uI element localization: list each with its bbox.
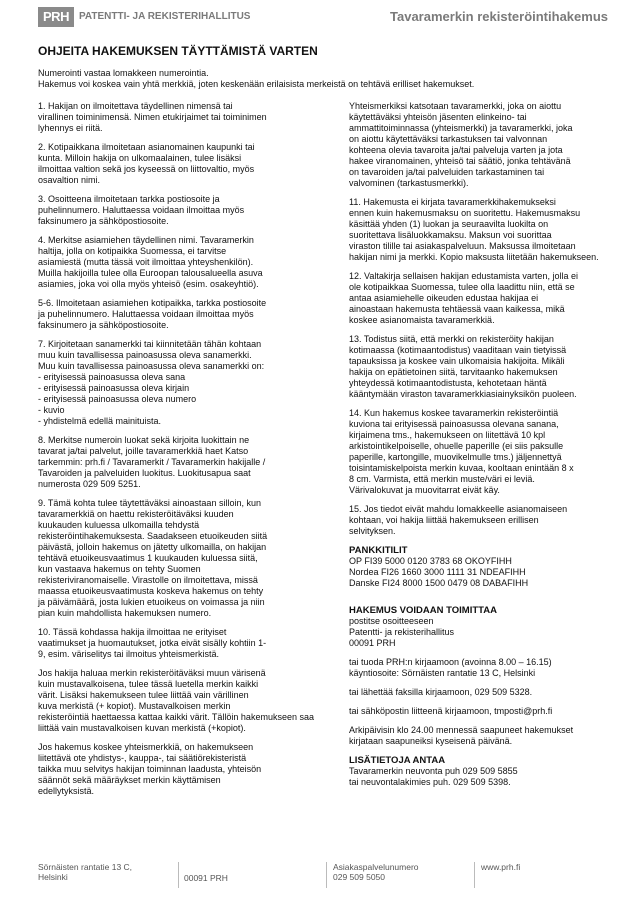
footer-divider: [178, 862, 179, 888]
footer-divider: [474, 862, 475, 888]
page-header: [38, 7, 608, 29]
bank-account-line: Nordea FI26 1660 3000 1111 31 NDEAFIHH: [349, 567, 526, 577]
delivery-title: HAKEMUS VOIDAAN TOIMITTAA: [349, 605, 497, 616]
instruction-13: 13. Todistus siitä, että merkki on rekisteröity hakijan kotimaassa (kotimaantodistus) vaaditaan vain tietyissä tapauksissa ja koskee vain ulkomaisia hakijoita. Mikäli hakija on epätietoinen siitä, tarvitaanko hakemuksen yhteydessä kotimaantodistusta, kehotetaan häntä kääntymään viraston tavaramerkkiasiainyksikön puoleen.: [349, 334, 577, 399]
instruction-12: 12. Valtakirja sellaisen hakijan edustamista varten, jolla ei ole kotipaikkaa Suomessa, tulee olla laadittu niin, että se antaa asiamiehelle oikeuden edustaa hakijaa ei ainoastaan hakemusta tehtäessä vaan kaikessa, mikä koskee asianomaista tavaramerkkiä.: [349, 271, 578, 325]
delivery-visit: tai tuoda PRH:n kirjaamoon (avoinna 8.00 – 16.15) käyntiosoite: Sörnäisten rantatie 13 C, Helsinki: [349, 657, 552, 678]
footer-address: Sörnäisten rantatie 13 C, Helsinki: [38, 862, 133, 882]
footer-service-number: Asiakaspalvelunumero 029 509 5050: [333, 862, 419, 882]
instruction-11: 11. Hakemusta ei kirjata tavaramerkkihakemukseksi ennen kuin hakemusmaksu on suoritettu. Hakemusmaksu käsittää yhden (1) luokan ja seuraavilta luokilta on suoritettava lisäluokkamaksu. Maksun voi suorittaa viraston tilille tai asiakaspalveluun. Maksussa ilmoitetaan hakijan nimi ja merkki. Kopio maksusta liitetään hakemukseen.: [349, 197, 599, 262]
delivery-fax: tai lähettää faksilla kirjaamoon, 029 509 5328.: [349, 687, 533, 697]
prh-logo: PRH: [38, 7, 74, 27]
agency-name: PATENTTI- JA REKISTERIHALLITUS: [79, 11, 251, 22]
document-title: Tavaramerkin rekisteröintihakemus: [390, 9, 608, 24]
delivery-note: Arkipäivisin klo 24.00 mennessä saapuneet hakemukset kirjataan saapuneiksi kyseisenä päivänä.: [349, 725, 574, 746]
page-footer: [38, 862, 608, 892]
instruction-4: 4. Merkitse asiamiehen täydellinen nimi. Tavaramerkin haltija, jolla on kotipaikka Suomessa, ei tarvitse asiamiestä (mutta tässä voit ilmoittaa yhteyshenkilön). Muilla hakijoilla tulee olla Euroopan talousalueella asuva asiamies, joka voi olla myös yhteisö (esim. osakeyhtiö).: [38, 235, 263, 289]
right-column: [349, 101, 617, 788]
intro-text: [38, 68, 608, 90]
footer-postal: 00091 PRH: [184, 873, 228, 883]
info-line: Tavaramerkin neuvonta puh 029 509 5855: [349, 766, 518, 776]
instruction-collective-mark: Jos hakemus koskee yhteismerkkiä, on hakemukseen liitettävä ote yhdistys-, kauppa-, tai säätiörekisteristä taikka muu selvitys hakijan toiminnan laadusta, yhteisön säännöt sekä määräykset merkin käyttämisen edellytyksistä.: [38, 742, 262, 796]
instruction-3: 3. Osoitteena ilmoitetaan tarkka postiosoite ja puhelinnumero. Haluttaessa voidaan ilmoittaa myös faksinumero ja sähköpostiosoite.: [38, 194, 245, 226]
instruction-9: 9. Tämä kohta tulee täytettäväksi ainoastaan silloin, kun tavaramerkkiä on haettu rekisteröitäväksi kuuden kuukauden kuluessa ulkomailla tehdystä rekisteröintihakemuksesta. Saadakseen etuoikeuden siitä päivästä, jolloin hakemus on jätetty ulkomailla, on hakijan tehtävä etuoikeusvaatimus 1 kuukauden kuluessa siitä, kun vastaava hakemus on tehty Suomen rekisteriviranomaiselle. Virastolle on ilmoitettava, missä maassa etuoikeusvaatimusta koskeva hakemus on tehty ja päivämäärä, josta lukien etuoikeus on voimassa ja niin pian kuin mahdollista hakemuksen numero.: [38, 498, 268, 618]
delivery-section: [349, 605, 617, 747]
instruction-colors: Jos hakija haluaa merkin rekisteröitäväksi muun värisenä kuin mustavalkoisena, tulee tässä luetella merkin kaikki värit. Lisäksi hakemukseen tulee liittää vain värillinen kuva merkistä (+ kopiot). Mustavalkoisen merkin rekisteröintiä haettaessa kattaa kaikki värit. Tällöin hakemukseen saa liittää vain mustavalkoisen kuvan merkistä (+kopiot).: [38, 668, 314, 733]
delivery-postal-address: postitse osoitteeseen Patentti- ja rekisterihallitus 00091 PRH: [349, 616, 455, 648]
info-title: LISÄTIETOJA ANTAA: [349, 755, 446, 766]
instruction-5-6: 5-6. Ilmoitetaan asiamiehen kotipaikka, tarkka postiosoite ja puhelinnumero. Haluttaessa voidaan ilmoittaa myös faksinumero ja sähköpostiosoite.: [38, 298, 267, 330]
instruction-15: 15. Jos tiedot eivät mahdu lomakkeelle asianomaiseen kohtaan, voi hakija liittää hakemukseen erillisen selvityksen.: [349, 504, 568, 536]
info-section: [349, 755, 617, 788]
bank-accounts-title: PANKKITILIT: [349, 545, 408, 556]
instruction-14: 14. Kun hakemus koskee tavaramerkin rekisteröintiä kuviona tai erityisessä painoasussa olevana sanana, kirjaimena tms., hakemukseen on liitettävä 10 kpl arkistointikelpoiselle, ohuelle paperille (ei siis paksulle paperille, kartongille, muovikelmulle tms.) jäljennettyä toisintamiskelpoista merkin kuvaa, kooltaan enintään 8 x 8 cm. Varmista, että merkin muste/väri ei leviä. Värivalokuvat ja muovitarrat eivät käy.: [349, 408, 574, 495]
instructions-title: OHJEITA HAKEMUKSEN TÄYTTÄMISTÄ VARTEN: [38, 44, 318, 58]
instruction-7: 7. Kirjoitetaan sanamerkki tai kiinnitetään tähän kohtaan muu kuin tavallisessa painoasussa oleva sanamerkki. Muu kuin tavallisessa painoasussa oleva sanamerkki on: - erityisessä painoasussa oleva sana - erityisessä painoasussa oleva kirjain - erityisessä painoasussa oleva numero - kuvio - yhdistelmä edellä mainituista.: [38, 339, 265, 426]
intro-line: Numerointi vastaa lomakkeen numerointia.: [38, 68, 209, 78]
footer-divider: [326, 862, 327, 888]
instruction-2: 2. Kotipaikkana ilmoitetaan asianomainen kaupunki tai kunta. Milloin hakija on ulkomaalainen, tulee lisäksi ilmoittaa valtion sekä jos kyseessä on liittovaltio, myös osavaltion nimi.: [38, 142, 255, 185]
collective-mark-definition: Yhteismerkiksi katsotaan tavaramerkki, joka on aiottu käytettäväksi yhteisön jäsenten elinkeino- tai ammattitoiminnassa (yhteismerkki) ja tavaramerkki, joka on aiottu käytettäväksi tarkastuksen tai valvonnan kohteena olevia tavaroita ja/tai palveluja varten ja jota hakee viranomainen, yhteisö tai säätiö, jonka tehtävänä on tavaroiden ja/tai palveluiden tarkastaminen tai valvominen (tarkastusmerkki).: [349, 101, 573, 188]
instruction-10: 10. Tässä kohdassa hakija ilmoittaa ne erityiset vaatimukset ja huomautukset, jotka eivät sisälly kohtiin 1- 9, esim. väriselitys tai ilmoitus yhteismerkistä.: [38, 627, 267, 659]
info-line: tai neuvontalakimies puh. 029 509 5398.: [349, 777, 511, 787]
intro-line: Hakemus voi koskea vain yhtä merkkiä, joten keskenään erilaisista merkeistä on tehtävä erilliset hakemukset.: [38, 79, 475, 89]
instruction-1: 1. Hakijan on ilmoitettava täydellinen nimensä tai virallinen toiminimensä. Nimen etukirjaimet tai toiminimen lyhennys ei riitä.: [38, 101, 267, 133]
delivery-email: tai sähköpostin liitteenä kirjaamoon, tmposti@prh.fi: [349, 706, 553, 716]
left-column: [38, 101, 330, 805]
bank-account-line: Danske FI24 8000 1500 0479 08 DABAFIHH: [349, 578, 529, 588]
footer-website: www.prh.fi: [481, 862, 521, 872]
bank-accounts-section: [349, 545, 617, 589]
instruction-8: 8. Merkitse numeroin luokat sekä kirjoita luokittain ne tavarat ja/tai palvelut, joille tavaramerkkiä haet Katso tarkemmin: prh.fi / Tavaramerkit / Tavaramerkin hakijalle / Tavaroiden ja palveluiden luokitus. Luokitusapua saat numerosta 029 509 5251.: [38, 435, 266, 489]
bank-account-line: OP FI39 5000 0120 3783 68 OKOYFIHH: [349, 556, 512, 566]
